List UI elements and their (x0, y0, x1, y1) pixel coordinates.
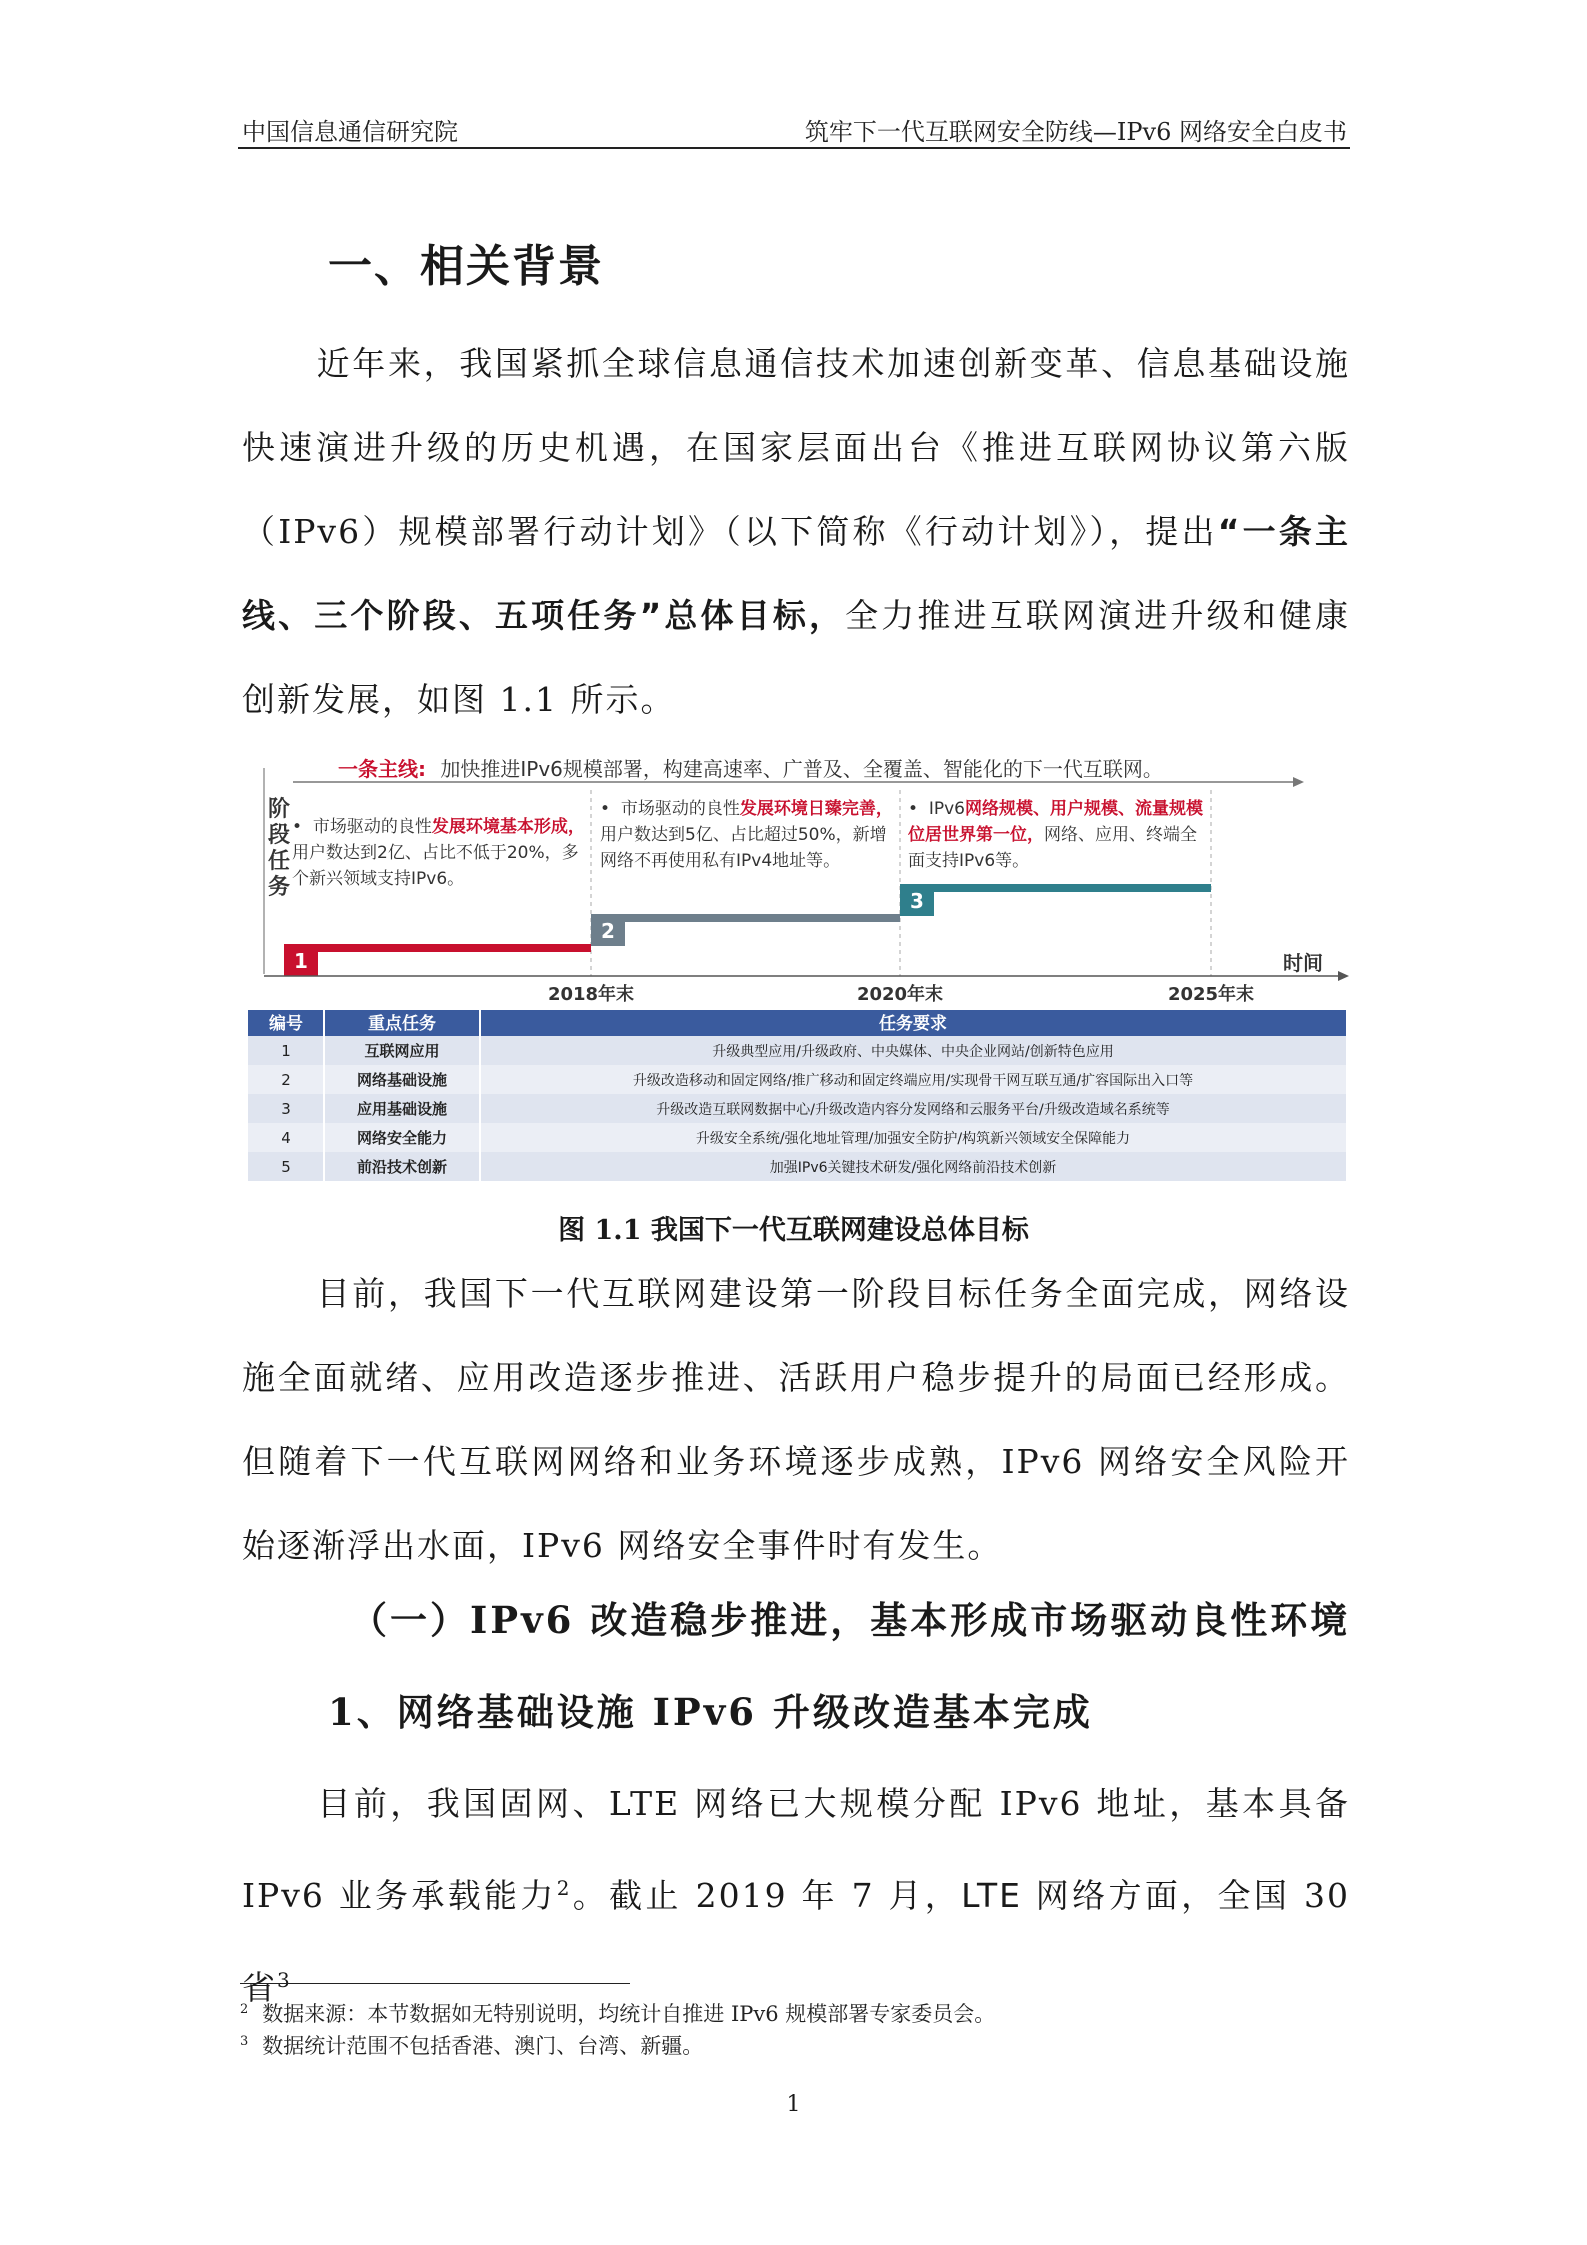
footnote-2 (240, 1998, 995, 2028)
para1-emphasis: “一条主线、三个阶段、五项任务”总体目标， (242, 512, 1350, 635)
footnote-2-text: 数据来源：本节数据如无特别说明，均统计自推进 IPv6 规模部署专家委员会。 (262, 2002, 996, 2026)
table-cell: 应用基础设施 (356, 1100, 448, 1118)
para3-text-d: 全国 30 省 (242, 1876, 1350, 2007)
para2-text: 目前，我国下一代互联网建设第一阶段目标任务全面完成，网络设施全面就绪、应用改造逐步推进、活跃用户稳步提升的局面已经形成。但随着下一代互联网网络和业务环境逐步成熟，IPv6 网络安全风险开始逐渐浮出水面，IPv6 网络安全事件时有发生。 (242, 1274, 1350, 1565)
table-cell: 升级安全系统/强化地址管理/加强安全防护/构筑新兴领域安全保障能力 (695, 1131, 1131, 1147)
footnote-rule (240, 1983, 630, 1984)
paragraph-status (242, 1252, 1350, 1588)
y-axis-label-3: 任 (268, 849, 291, 874)
stage-bar-1 (284, 944, 591, 952)
table-cell: 升级典型应用/升级政府、中央媒体、中央企业网站/创新特色应用 (712, 1044, 1114, 1060)
header-doc-title: 筑牢下一代互联网安全防线—IPv6 网络安全白皮书 (804, 118, 1347, 146)
table-cell: 3 (281, 1100, 291, 1118)
header-org-name: 中国信息通信研究院 (242, 118, 458, 146)
para3-emphasis: LTE 网络方面， (961, 1876, 1218, 1915)
para3-text-a: 目前，我国固网、LTE 网络已大规模分配 IPv6 地址，基本具备 IPv6 业务承载能力 (242, 1784, 1350, 1915)
mainline-text: 加快推进IPv6规模部署，构建高速率、广普及、全覆盖、智能化的下一代互联网。 (440, 757, 1163, 781)
footnote-3 (240, 2030, 703, 2060)
table-cell: 5 (281, 1158, 291, 1176)
y-axis-label-2: 段 (268, 823, 291, 848)
footnote-ref-3[interactable]: 3 (277, 1968, 292, 1992)
tick-2025: 2025年末 (1167, 984, 1255, 1005)
y-axis-label-1: 阶 (268, 797, 291, 822)
subsection-heading: （一）IPv6 改造稳步推进，基本形成市场驱动良性环境 (350, 1598, 1351, 1642)
footnote-2-num: 2 (240, 2002, 249, 2017)
table-cell: 4 (281, 1129, 291, 1147)
table-header-cell: 任务要求 (879, 1014, 947, 1034)
figure-ipv6-roadmap (248, 748, 1350, 1188)
mainline-arrowhead (1293, 777, 1304, 787)
task-table (248, 1010, 1346, 1181)
table-cell: 前沿技术创新 (356, 1158, 448, 1176)
paragraph-background (242, 322, 1350, 742)
paragraph-network-infra (242, 1762, 1350, 2030)
stage-num-1: 1 (294, 949, 308, 973)
para1-text-a: 近年来，我国紧抓全球信息通信技术加速创新变革、信息基础设施快速演进升级的历史机遇，在国家层面出台《推进互联网协议第六版（IPv6）规模部署行动计划》（以下简称《行动计划》），提出 (242, 344, 1350, 551)
stage-text-3: • IPv6网络规模、用户规模、流量规模位居世界第一位，网络、应用、终端全面支持IPv6等。 (908, 799, 1203, 871)
stage-num-2: 2 (601, 919, 615, 943)
page-number: 1 (786, 2092, 801, 2117)
y-axis-label-4: 务 (268, 875, 291, 900)
table-header-cell: 编号 (269, 1014, 303, 1034)
table-cell: 2 (281, 1071, 291, 1089)
para1-text-c: 全力推进互联网演进升级和健康创新发展，如图 1.1 所示。 (242, 596, 1350, 719)
figure-caption: 图 1.1 我国下一代互联网建设总体目标 (558, 1215, 1029, 1246)
table-cell: 加强IPv6关键技术研发/强化网络前沿技术创新 (769, 1160, 1057, 1176)
subsubsection-heading: 1、网络基础设施 IPv6 升级改造基本完成 (328, 1690, 1093, 1734)
mainline-label: 一条主线: (338, 757, 426, 781)
header-rule (238, 147, 1350, 149)
table-cell: 网络基础设施 (356, 1071, 448, 1089)
stage-bar-2 (591, 914, 900, 922)
table-cell: 升级改造互联网数据中心/升级改造内容分发网络和云服务平台/升级改造域名系统等 (656, 1102, 1170, 1118)
footnote-ref-2[interactable]: 2 (556, 1876, 572, 1900)
tick-2018: 2018年末 (547, 984, 635, 1005)
tick-2020: 2020年末 (856, 984, 944, 1005)
table-cell: 互联网应用 (364, 1042, 440, 1060)
stage-num-3: 3 (910, 889, 924, 913)
stage-text-1: • 市场驱动的良性发展环境基本形成，用户数达到2亿、占比不低于20%，多个新兴领域支持IPv6。 (292, 817, 585, 889)
para3-text-b: 。截止 2019 年 7 月， (571, 1876, 962, 1915)
footnote-3-text: 数据统计范围不包括香港、澳门、台湾、新疆。 (262, 2034, 704, 2058)
table-cell: 网络安全能力 (356, 1129, 448, 1147)
table-header-cell: 重点任务 (368, 1014, 436, 1034)
time-axis-label: 时间 (1283, 951, 1323, 975)
time-axis-arrowhead (1338, 971, 1349, 981)
table-cell: 升级改造移动和固定网络/推广移动和固定终端应用/实现骨干网互联互通/扩容国际出入口等 (632, 1073, 1194, 1089)
table-cell: 1 (281, 1042, 291, 1060)
footnote-3-num: 3 (240, 2034, 249, 2049)
section-title: 一、相关背景 (328, 241, 604, 292)
mainline-caption (338, 757, 1163, 781)
stage-text-2: • 市场驱动的良性发展环境日臻完善，用户数达到5亿、占比超过50%，新增网络不再使用私有IPv4地址等。 (600, 799, 893, 871)
